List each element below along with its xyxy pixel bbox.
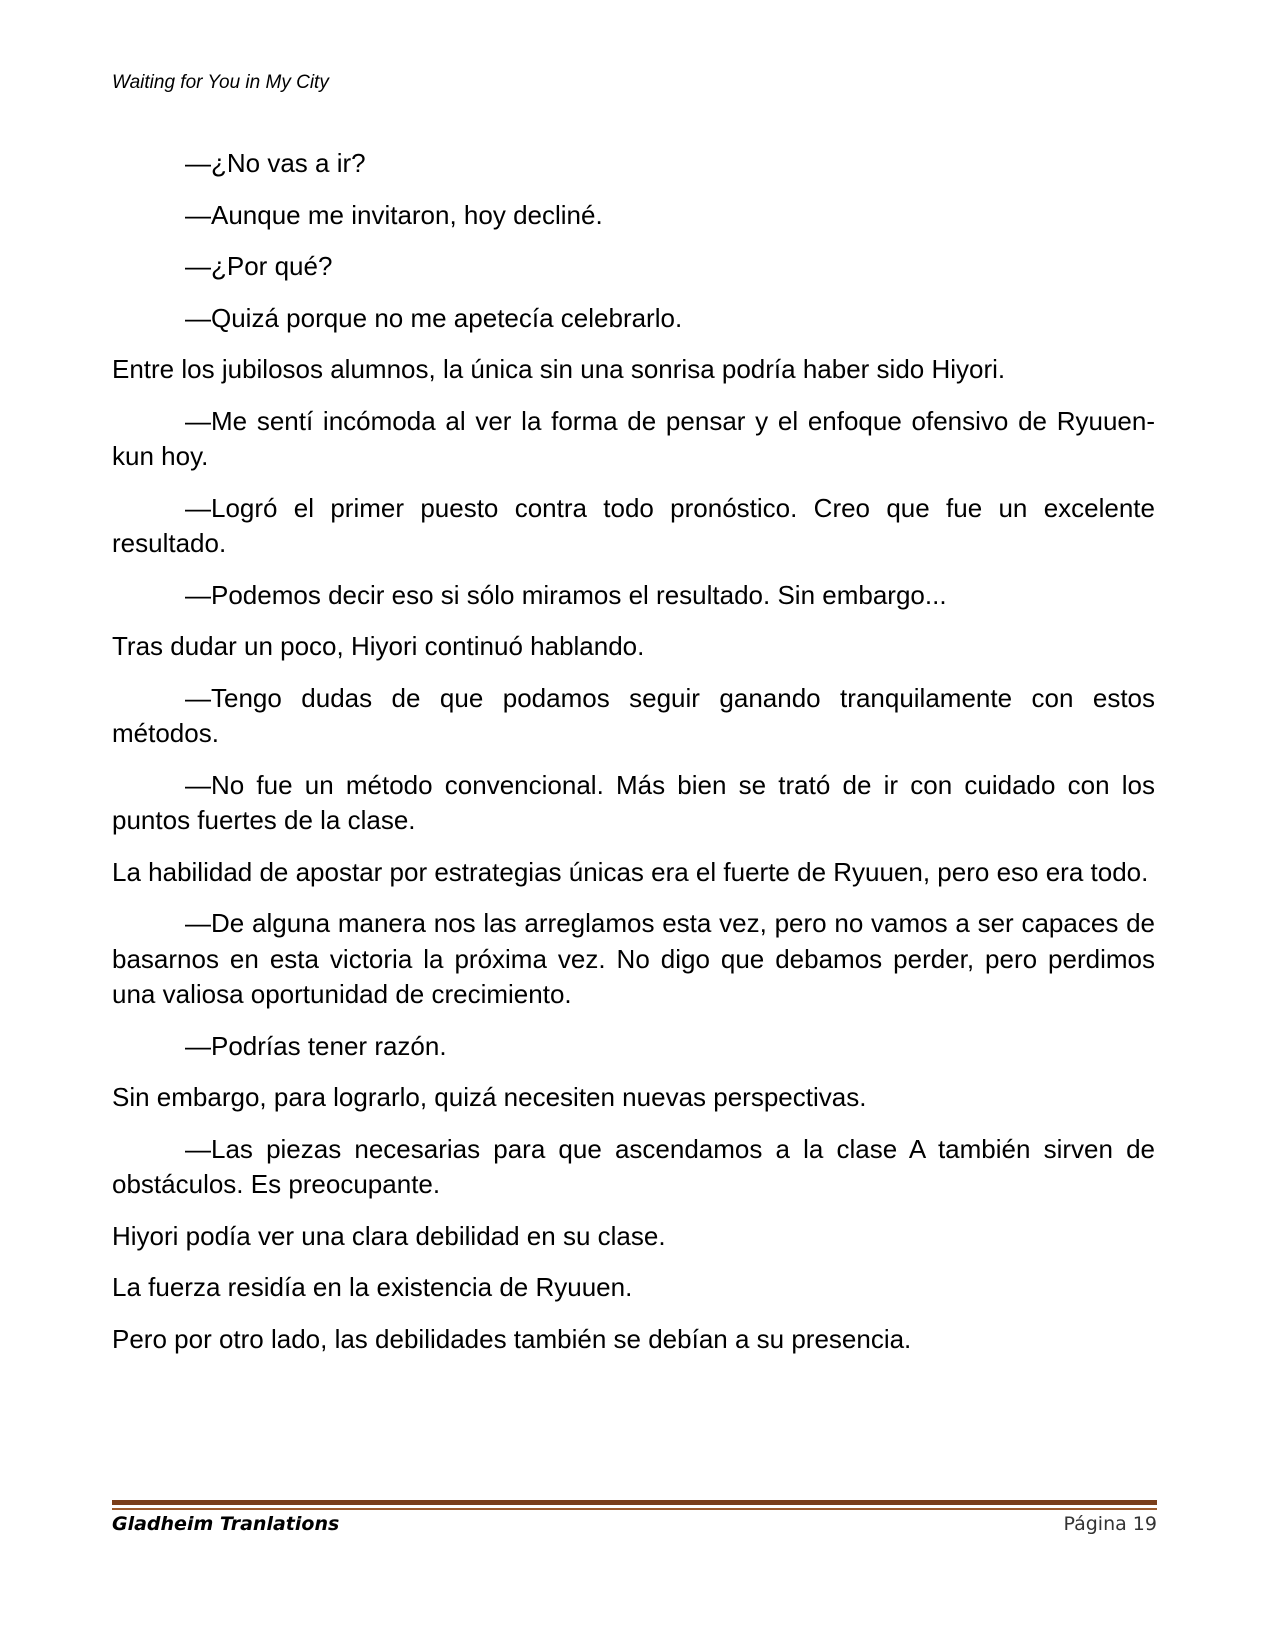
paragraph: Pero por otro lado, las debilidades también se debían a su presencia. (112, 1323, 912, 1354)
paragraph: La habilidad de apostar por estrategias únicas era el fuerte de Ryuuen, pero eso era todo. (112, 856, 1149, 887)
paragraph: —Aunque me invitaron, hoy decliné. (185, 199, 603, 230)
paragraph: —Tengo dudas de que podamos seguir ganando tranquilamente con estos métodos. (112, 682, 1155, 748)
paragraph: —Podrías tener razón. (185, 1030, 447, 1061)
paragraph: Entre los jubilosos alumnos, la única sin una sonrisa podría haber sido Hiyori. (112, 354, 1006, 384)
paragraph: —Logró el primer puesto contra todo pronóstico. Creo que fue un excelente resultado. (112, 492, 1155, 558)
paragraph: —No fue un método convencional. Más bien se trató de ir con cuidado con los puntos fuertes de la clase. (112, 769, 1155, 835)
paragraph: La fuerza residía en la existencia de Ryuuen. (112, 1272, 633, 1302)
page-number: Página 19 (1063, 1513, 1157, 1535)
paragraph: —De alguna manera nos las arreglamos esta vez, pero no vamos a ser capaces de basarnos en esta victoria la próxima vez. No digo que debamos perder, pero perdimos una valiosa oportunidad de crecimiento. (112, 908, 1155, 1009)
footer-credit: Gladheim Tranlations (112, 1513, 340, 1535)
paragraph: Tras dudar un poco, Hiyori continuó hablando. (112, 631, 645, 661)
page-body (112, 146, 1155, 1373)
paragraph: Hiyori podía ver una clara debilidad en su clase. (112, 1220, 666, 1251)
paragraph: —Me sentí incómoda al ver la forma de pensar y el enfoque ofensivo de Ryuuen-kun hoy. (112, 405, 1155, 471)
paragraph: —Quizá porque no me apetecía celebrarlo. (185, 302, 683, 333)
paragraph: —¿No vas a ir? (185, 148, 366, 178)
paragraph: —Las piezas necesarias para que ascendamos a la clase A también sirven de obstáculos. Es preocupante. (112, 1133, 1155, 1199)
paragraph: Sin embargo, para lograrlo, quizá necesiten nuevas perspectivas. (112, 1082, 867, 1112)
paragraph: —¿Por qué? (185, 251, 333, 281)
footer-rule-thin (112, 1508, 1157, 1510)
running-header: Waiting for You in My City (112, 72, 329, 93)
footer-rule-thick (112, 1500, 1157, 1505)
paragraph: —Podemos decir eso si sólo miramos el resultado. Sin embargo... (185, 579, 947, 610)
